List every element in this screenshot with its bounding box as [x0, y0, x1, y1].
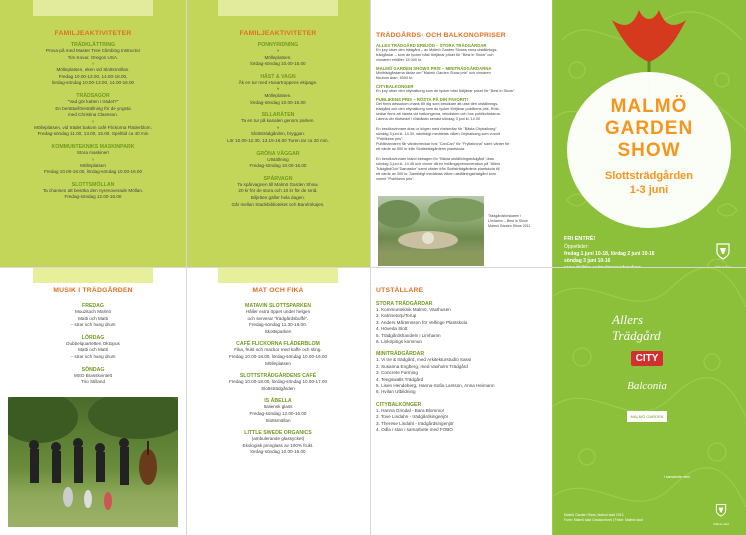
panel-family-activities-1	[0, 0, 186, 267]
musicians-illustration	[8, 397, 178, 527]
section-text: » Mölleplatsen. lördag-söndag 10.00-15.00	[250, 48, 306, 67]
list-item: 3. Therese Lindahl - trädgårdsingenjör	[376, 420, 454, 426]
list-item: 4. Tengswalls Trädgård	[376, 376, 424, 382]
section-details: Mölleplatsen, vid trädet bakom café Flickorna Fläderblom. Fredag-söndag 11.00, 13.00, 15.00. Spelttid ca 40 min	[34, 124, 152, 137]
panel-content	[376, 295, 546, 434]
panel-content	[8, 297, 178, 386]
malmo-garden-logo-text: MALMÖ GARDEN	[627, 411, 668, 422]
arrow-icon: »	[91, 118, 95, 125]
list-item: 1. Vi tre & trädgård, med Arkitekturstudio Sassi	[376, 357, 472, 363]
panel-garden-prizes	[370, 0, 552, 267]
panel-food	[186, 267, 370, 535]
panel-content	[194, 297, 362, 456]
block-heading: PUBLIKENS PRIS – RÖSTA PÅ DIN FAVORIT!	[376, 97, 469, 102]
section-heading: MATAVIN SLOTTSPARKEN	[245, 303, 311, 309]
photo-caption: Trädgårdsforskaren i Limhamn – Best in Show Malmö Garden Show 2011	[488, 214, 531, 228]
section-heading: PONNYRIDNING	[257, 42, 299, 48]
panel-title: FAMILJEAKTIVITETER	[239, 30, 317, 37]
griffin-icon	[714, 503, 728, 517]
list-item: 5. Trädgårdshandeln i Limhamn	[376, 332, 441, 338]
section-text: MSO Brasskvintett Trio Stilland	[73, 372, 113, 385]
panel-family-activities-2	[186, 0, 370, 267]
list-item: 2. Tove Lindahn - trädgårdsingenjör	[376, 414, 449, 420]
hours-label: Öppettider:	[564, 244, 589, 250]
section-text: Mouzitach Malmö Matti och Matti – strar och hang drum	[70, 309, 116, 328]
logo-balconia: Balconia	[627, 380, 667, 392]
section-text: Utställning Fredag-söndag 10.00-16.00	[249, 156, 307, 169]
arrow-icon: »	[91, 156, 95, 163]
section-text: Fika, frukt och mackor med kaffe och sting. Fredag 10.00-18.00, lördag-söndag 10.00-16.00 Mölleplatsen	[228, 347, 328, 366]
list-item: 4. Odla i stan i samarbete med FOBO	[376, 427, 453, 433]
section-heading: SPÅRVAGN	[263, 175, 293, 182]
exhibitor-list	[376, 408, 546, 434]
list-item: 3. Anders Mårtensson för Vellinge Plantskola	[376, 319, 468, 325]
section-text: Åk en tur med Husartroppens ekipage. » Mölleplatsen. lördag-söndag 10.00-15.00	[238, 79, 318, 105]
section-heading: HÄST & VAGN	[260, 73, 296, 80]
list-item: 4. Höveda Slott	[376, 326, 408, 332]
exhibitor-list	[376, 307, 546, 345]
panel-tab	[218, 267, 338, 283]
list-item: 3. Concrete Farming	[376, 370, 418, 376]
section-heading: SILLARÄTEN	[261, 112, 295, 119]
malmo-stad-logo	[712, 503, 730, 527]
section-text: "Vad gör katten i trädet?" En berättarföreställning för de yngsta med Christina Claesson.	[55, 98, 131, 118]
section-text: Prova-på med Master Tree Climbing Instructor Tim Kovar, Oregon USA.	[45, 48, 141, 60]
section-text: Dubbelquartetten Oktopus Matti och Matti – strar och hang drum	[66, 340, 120, 359]
section-heading: TRÄDSAGOR	[76, 92, 110, 99]
section-heading: TRÄDKLÄTTRING	[70, 42, 116, 48]
exhibitor-list	[376, 357, 546, 395]
logo-malmo-garden	[612, 405, 682, 427]
entry-heading: FRI ENTRÉ!	[564, 236, 596, 242]
section-text: Stora maskiner!	[76, 149, 110, 155]
cover-place: Slottsträdgården	[604, 170, 693, 182]
list-item: 2. Susanna Engberg, med Vaxholm Trädgård	[376, 363, 468, 369]
panel-title: FAMILJEAKTIVITETER	[54, 30, 132, 37]
panel-tab	[33, 267, 153, 283]
block-text: En jury utser den trädgård – av Malmö Garden Shows stora utställnings- trädgårdar – som de tycker bäst förtjänar priset för "Best in Show" och vinnaren erhåller 15 000 kr.	[376, 48, 498, 62]
section-text: Fredag 10.00-18.00, lördag-söndag 10.00-17.00 Slottsträdgården	[228, 379, 328, 391]
cover-dates: 1-3 juni	[629, 184, 669, 196]
section-heading: SLOTTSTRÄDGÅRDENS CAFÉ	[239, 373, 317, 380]
panel-content	[8, 40, 178, 201]
section-heading: LÖRDAG	[81, 334, 105, 341]
section-details: Mölleplatsen Fredag 10.00-18.00, lördag-söndag 10.00-16.00	[43, 162, 143, 175]
block-text: Miniträdgårdarna tävlar om "Malmö Garden Show pris" och vinnaren förutom äran, 5000 kr.	[376, 71, 491, 80]
cover-title-line1: MALMÖ	[610, 96, 688, 117]
section-details: Mölleplatsen, eken vid Slottsmöllan. Fredag 10.00-13.00, 14.00-18.00, lördag-söndag 10.00-13.00, 14.00-16.00	[51, 67, 135, 86]
hours-text: fredag 1 juni 10-18, lördag 2 juni 10-16 söndag 3 juni 10-16	[564, 251, 655, 264]
music-photo	[8, 397, 178, 527]
group-heading: STORA TRÄDGÅRDAR	[376, 301, 433, 307]
section-heading: LITTLE SWEDE ORGANICS	[244, 430, 312, 437]
section-text: Ta chansen att besöka den nyrenoverade Möllan. Fredag-söndag 12.00-16.00	[42, 187, 144, 200]
list-item: 5. Lisen Hendeberg, Hanna-Sofia Larsson, Anna Heimann	[376, 383, 495, 389]
garden-photo	[378, 196, 484, 266]
photo-illustration	[378, 196, 484, 266]
section-text: (ambulerande glassycket) Ekologisk pinnglass av 100% frukt. lördag-söndag 10.00-16.00	[242, 436, 314, 455]
floral-pattern	[552, 267, 746, 535]
section-heading: KOMMUNTEKNIKS MASKINPARK	[51, 143, 135, 150]
fold-line	[0, 267, 746, 268]
griffin-icon	[714, 242, 732, 260]
back-cover-footer: Malmö Garden Show, Malmö stad 2012 Form: Malmö stad Gatukontoret | Foton: Malmö stad	[564, 513, 643, 522]
logo-city	[612, 347, 682, 369]
block-heading: MALMÖ GARDEN SHOWS PRIS – MINITRÄDGÅRDARNA	[376, 66, 492, 71]
list-item: 6. Hvilan Utbildning	[376, 389, 416, 395]
cover-title-line2: GARDEN	[604, 118, 694, 139]
list-item: 6. Linköpings kommun	[376, 339, 422, 345]
sponsor-label: I samarbete med:	[664, 475, 691, 479]
section-text: Ta spårvagnen till Malmö Garden Show, 20 kr för de stora och 10 kr för de små. Biljetten gäller hela dagen. Går mellan Stadsbiblioteket och Banérskajen.	[231, 181, 325, 207]
section-text: Håller extra öppet under helgen och serverar "trädgårdsbuffé". Fredag-söndag 11.30-16.00. Skottsparken	[245, 309, 311, 334]
panel-title: MAT OCH FIKA	[252, 287, 304, 294]
panel-music	[0, 267, 186, 535]
block-heading: ALLES TRÄDGÅRD ERBJÖD – STORA TRÄDGÅRDAR	[376, 43, 487, 48]
back-cover-panel	[552, 267, 746, 535]
cover-title-line3: SHOW	[617, 140, 681, 161]
list-item: 2. Katrinetorp/Torup	[376, 313, 417, 319]
block-text: Det finns dessutom chans för dig som besökare att utse den utställnings- trädgård och den citybalkong som du tycker förtjänar publikens pris. Röst- sedlar finns att hämta vid balkongerna, infodisken och hos publikvärdarna. Lämna din röstsedel i röstlådan senast söndag 3 juni kl. 14.00 En besöksvinnare dras ur högen med röstsedlar för "Bästa Citybalkong" söndag 3 juni kl. 14.30, samtidigt meddelas vilken Citybalkong som vunnit "Publikens pris". Publikvinnaren får värdecheckar hos "CanCan" för "Fryllakrona" samt vänter för ett värde av 500 kr från Slottsträdgårdens plantskola. En besöksvinnare bland bidragen för "Bästa utställningsträdgård" dras söndag 3 juni kl. 14.45 och vinner då en helåmgsprenumeration på "Allers TrädgårdOch"Damastor" samt vänter från Slottsträdgårdens plantskola till ett värde av 300 kr. Samtidigt meddelas vilken utställningsträdgård som vunnit "Publikens pris".	[376, 102, 510, 181]
city-logo-text: CITY	[631, 351, 664, 366]
panel-content	[376, 42, 546, 182]
city-name: Malmö stad	[713, 522, 729, 526]
panel-title: TRÄDGÅRDS- OCH BALKONGPRISER	[376, 32, 506, 39]
group-heading: MINITRÄDGÅRDAR	[376, 351, 425, 358]
section-heading: FREDAG	[82, 303, 104, 309]
section-heading: IS ÅBELLA	[264, 398, 292, 405]
malmo-stad-logo	[714, 242, 732, 268]
panel-title: MUSIK I TRÄDGÅRDEN	[53, 287, 133, 294]
panel-title: UTSTÄLLARE	[376, 287, 424, 294]
arrow-icon: »	[91, 61, 95, 68]
panel-content	[194, 40, 362, 208]
panel-tab	[218, 0, 338, 16]
panel-tab	[33, 0, 153, 16]
section-text: Ta en tur på kanalen genom parken. » Slottsträdgården, bryggan. Lör 10.00-12.30, 13.15-16.00 Turen tar ca 20 min.	[227, 118, 329, 143]
section-heading: SLOTTSMÖLLAN	[71, 181, 115, 188]
panel-exhibitors	[370, 267, 552, 535]
section-heading: CAFÉ FLICKORNA FLÄDERBLOM	[236, 341, 320, 348]
logo-allers-tradgard: Allers Trädgård	[612, 312, 661, 343]
section-text: Italiensk glass Fredag-söndag 12.00-16.00 Slottsmöllan	[249, 404, 307, 423]
block-text: En jury utser den citybalkong som de tycker bäst förtjänar priset för "Best in Show".	[376, 89, 516, 93]
list-item: 1. Hanna Grindal - Bara Blommor	[376, 407, 445, 413]
block-heading: CITYBALKONGER	[376, 84, 414, 89]
section-heading: SÖNDAG	[81, 366, 105, 373]
group-heading: CITYBALKONGER	[376, 401, 422, 408]
section-heading: GRÖNA VÄGGAR	[256, 150, 300, 157]
list-item: 1. Kommunteknik Malmö, Växthusen	[376, 307, 451, 312]
